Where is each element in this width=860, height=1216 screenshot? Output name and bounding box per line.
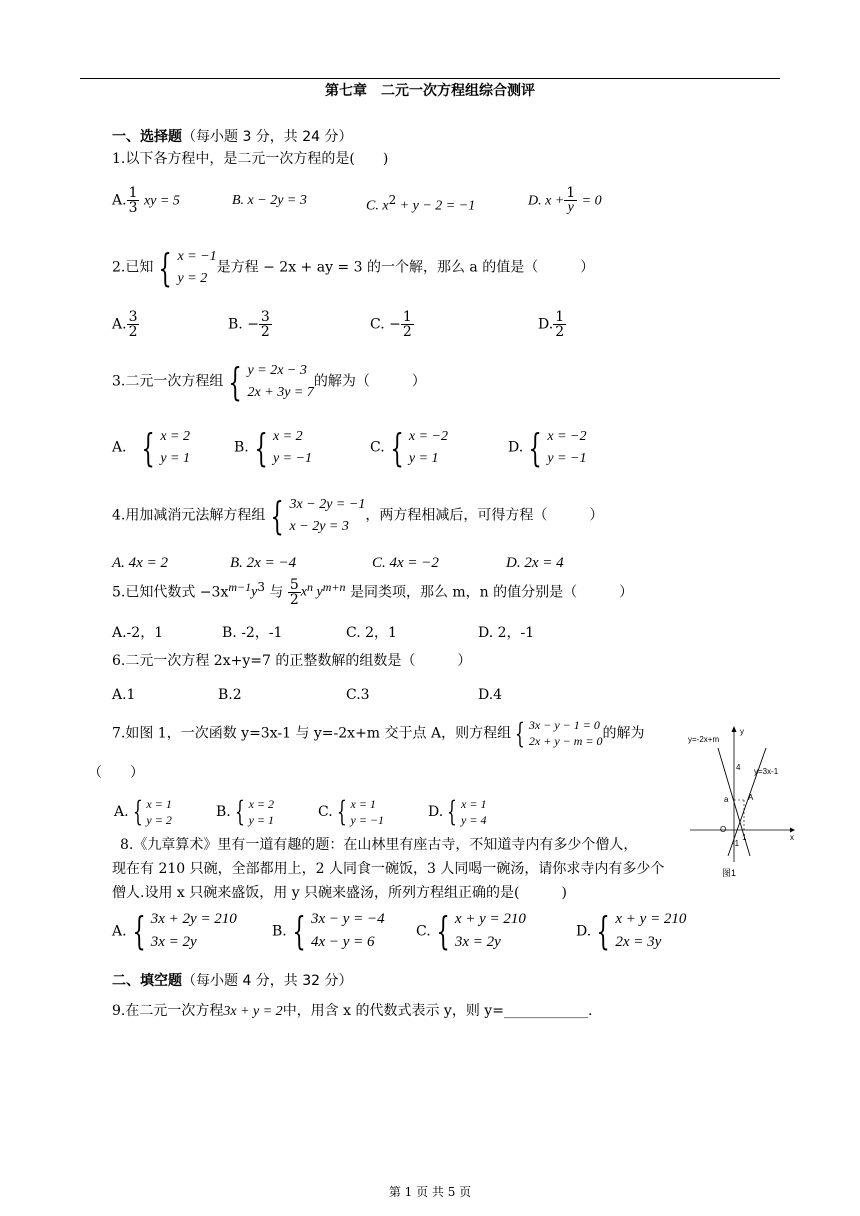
q2-option-b: B. − $\frac{3}{2}$ <box>228 309 270 340</box>
q3-option-a: A． { x = 2 y = 1 <box>112 425 190 470</box>
q4-option-a: A. 4x = 2 <box>112 555 168 571</box>
y-axis-arrow <box>732 726 737 732</box>
q8-option-a: A. { 3x + 2y = 210 3x = 2y <box>112 909 237 954</box>
label-y: y <box>740 727 744 736</box>
header-rule <box>80 78 780 79</box>
q4-option-c: C. 4x = −2 <box>372 555 439 571</box>
question-5-stem: 5.已知代数式 $-3x^{m-1}y^3$ 与 $\frac{5}{2}$ $x^n$ $y^{m+n}$ 是同类项，那么 m，n 的值分别是（ ） <box>112 577 634 608</box>
question-8-line1: 8.《九章算术》里有一道有趣的题：在山林里有座古寺，不知道寺内有多少个僧人， <box>120 837 638 853</box>
q4-option-b: B. 2x = −4 <box>230 555 297 571</box>
section-2-heading <box>112 974 353 988</box>
question-1-stem: 1.以下各方程中，是二元一次方程的是( ) <box>112 151 389 167</box>
q5-option-c: C. 2，1 <box>346 625 397 641</box>
q2-option-c: C. − $\frac{1}{2}$ <box>370 309 412 340</box>
tick-1: 1 <box>742 833 747 842</box>
point-A: A <box>748 793 754 802</box>
q5-option-d: D. 2，-1 <box>478 625 535 641</box>
question-9: 9.在二元一次方程3x + y = 2中，用含 x 的代数式表示 y，则 y=____________. <box>112 1003 593 1019</box>
q1-option-c: C. $x^2 + y - 2 = -1$ <box>366 193 476 214</box>
answer-blank[interactable]: ____________ <box>503 1003 588 1019</box>
q4-option-d: D. 2x = 4 <box>506 555 564 571</box>
tick-4: 4 <box>736 763 741 772</box>
label-x: x <box>790 833 794 842</box>
figure-1-graph <box>686 722 802 880</box>
q7-option-b: B. { x = 2 y = 1 <box>216 795 275 829</box>
q6-option-b: B.2 <box>218 687 242 703</box>
question-6-stem: 6.二元一次方程 2x+y=7 的正整数解的组数是（ ） <box>112 653 472 669</box>
tick-a: a <box>724 795 729 804</box>
question-3-stem: 3.二元一次方程组 { y = 2x − 3 2x + 3y = 7的解为（ ） <box>112 359 426 404</box>
question-4-stem: 4.用加减消元法解方程组 { 3x − 2y = −1 x − 2y = 3，两方程相减后，可得方程（ ） <box>112 493 604 538</box>
figure-caption: 图1 <box>722 868 737 878</box>
q6-option-c: C.3 <box>346 687 370 703</box>
q3-option-d: D. { x = −2 y = −1 <box>508 425 587 470</box>
label-line1: y=-2x+m <box>688 735 720 744</box>
label-line2: y=3x-1 <box>754 767 779 776</box>
question-2-stem: 2.已知 { x = −1 y = 2是方程 − 2x + ay = 3 的一个解，那么 a 的值是（ ） <box>112 245 595 290</box>
q2-option-d: D. $\frac{1}{2}$ <box>538 309 565 340</box>
section-heading <box>112 130 353 144</box>
section-2-label: 二、填空题 <box>112 973 182 989</box>
q1-option-d: D. x + $\frac{1}{y}$ = 0 <box>528 185 602 215</box>
section-2-note: （每小题 4 分，共 32 分） <box>182 973 353 989</box>
q7-option-c: C. { x = 1 y = −1 <box>318 795 385 829</box>
page-title: 第七章 二元一次方程组综合测评 <box>325 83 535 99</box>
question-8-line3: 僧人.设用 x 只碗来盛饭，用 y 只碗来盛汤，所列方程组正确的是( ) <box>112 885 567 901</box>
q1-option-b: B. x − 2y = 3 <box>232 193 307 208</box>
q8-option-b: B. { 3x − y = −4 4x − y = 6 <box>272 909 385 954</box>
question-8-line2: 现在有 210 只碗，全部都用上，2 人同食一碗饭，3 人同喝一碗汤，请你求寺内有多少个 <box>112 861 665 877</box>
q2-option-a: A. $\frac{3}{2}$ <box>112 309 138 340</box>
q1-option-a: A. $\frac{1}{3}$ xy = 5 <box>112 185 180 216</box>
origin-O: O <box>720 825 727 834</box>
q8-option-d: D. { x + y = 210 2x = 3y <box>576 909 687 954</box>
page-footer: 第 1 页 共 5 页 <box>388 1185 472 1199</box>
x-axis-arrow <box>790 828 795 833</box>
q7-option-d: D. { x = 1 y = 4 <box>428 795 487 829</box>
question-7-stem: 7.如图 1，一次函数 y=3x-1 与 y=-2x+m 交于点 A，则方程组 { 3x − y − 1 = 0 2x + y − m = 0的解为 <box>112 716 645 750</box>
section-label: 一、选择题 <box>112 129 182 145</box>
q6-option-d: D.4 <box>478 687 503 703</box>
q5-option-a: A.-2，1 <box>112 625 164 641</box>
q5-option-b: B. -2，-1 <box>222 625 283 641</box>
section-note: （每小题 3 分，共 24 分） <box>182 129 353 145</box>
q6-option-a: A.1 <box>112 687 136 703</box>
q8-option-c: C. { x + y = 210 3x = 2y <box>416 909 526 954</box>
q7-option-a: A. { x = 1 y = 2 <box>114 795 172 829</box>
tick-minus1: -1 <box>732 839 740 848</box>
q7-answer-paren: （ ） <box>88 765 144 781</box>
q3-option-c: C. { x = −2 y = 1 <box>370 425 448 470</box>
q3-option-b: B. { x = 2 y = −1 <box>234 425 313 470</box>
